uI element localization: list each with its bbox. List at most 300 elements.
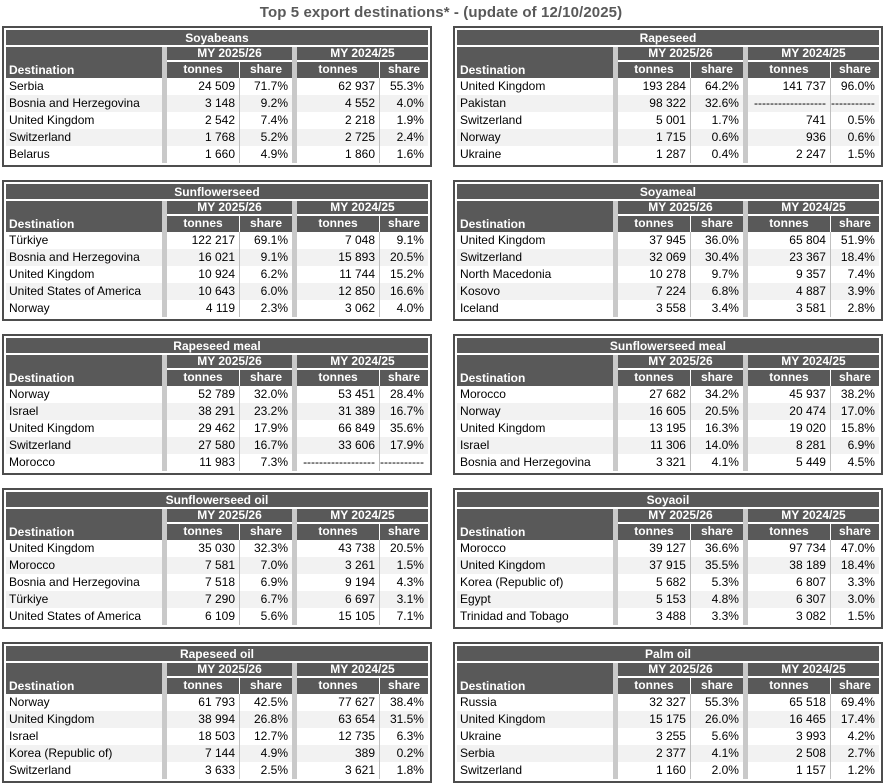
tonnes-2025-26-cell: 38 994 (198, 712, 235, 726)
destination-cell: Iceland (459, 301, 499, 315)
share-2024-25-cell: 3.0% (830, 591, 879, 608)
tonnes-2025-26-cell: 2 542 (204, 113, 235, 127)
tonnes-2024-25-cell: 11 744 (339, 267, 375, 281)
column-header-share: share (690, 524, 743, 540)
tonnes-2025-26-cell: 98 322 (649, 96, 686, 110)
destination-cell: United Kingdom (9, 712, 95, 726)
column-group-my-2024-25: MY 2024/25 (297, 663, 428, 678)
table-row (457, 608, 879, 625)
share-2024-25-cell: 18.4% (830, 557, 879, 574)
column-header-share: share (830, 216, 879, 232)
table-header (457, 47, 879, 78)
tonnes-2024-25-cell: 4 552 (344, 96, 375, 110)
tonnes-2025-26-cell: 7 144 (204, 746, 235, 760)
share-2024-25-cell: 4.0% (379, 95, 428, 112)
tonnes-2025-26-cell: 16 605 (649, 404, 686, 418)
tonnes-2024-25-cell: 23 367 (789, 250, 826, 264)
table-row (6, 95, 428, 112)
share-2025-26-cell: 7.3% (239, 454, 292, 471)
share-2024-25-cell: ----------- (830, 95, 879, 112)
tonnes-2024-25-cell: 15 105 (338, 609, 375, 623)
table-row (457, 694, 879, 711)
share-2025-26-cell: 6.0% (239, 283, 292, 300)
tonnes-2025-26-cell: 38 291 (198, 404, 235, 418)
tonnes-2025-26-cell: 6 109 (204, 609, 235, 623)
table-row (6, 232, 428, 249)
table-row (457, 129, 879, 146)
tonnes-2024-25-cell: 2 218 (344, 113, 375, 127)
share-2024-25-cell: 2.4% (379, 129, 428, 146)
share-2024-25-cell: 0.2% (379, 745, 428, 762)
tonnes-2024-25-cell: 45 937 (789, 387, 826, 401)
table-row (6, 711, 428, 728)
page-header (0, 0, 882, 24)
share-2024-25-cell: 1.5% (830, 146, 879, 163)
table-body (457, 694, 879, 779)
tonnes-2024-25-cell: 2 508 (795, 746, 826, 760)
destination-cell: United Kingdom (459, 712, 546, 726)
tonnes-2025-26-cell: 193 284 (642, 79, 686, 93)
share-2025-26-cell: 0.4% (690, 146, 743, 163)
share-2025-26-cell: 2.5% (239, 762, 292, 779)
column-header-destination: Destination (9, 63, 75, 77)
share-2024-25-cell: 15.2% (379, 266, 428, 283)
share-2024-25-cell: 17.9% (379, 437, 428, 454)
destination-cell: United Kingdom (9, 267, 95, 281)
table-header (6, 509, 428, 540)
destination-cell: Korea (Republic of) (459, 575, 564, 589)
share-2025-26-cell: 7.0% (239, 557, 292, 574)
column-group-my-2024-25: MY 2024/25 (297, 355, 428, 370)
destination-cell: Serbia (9, 79, 44, 93)
column-header-tonnes: tonnes (634, 216, 674, 230)
tonnes-2024-25-cell: 3 581 (795, 301, 826, 315)
tonnes-2024-25-cell: 65 804 (789, 233, 826, 247)
table-row (6, 762, 428, 779)
table-row (457, 283, 879, 300)
tonnes-2025-26-cell: 3 255 (655, 729, 686, 743)
destination-cell: Belarus (9, 147, 50, 161)
tonnes-2025-26-cell: 39 127 (649, 541, 686, 555)
tonnes-2025-26-cell: 11 306 (650, 438, 686, 452)
destination-cell: Norway (9, 695, 50, 709)
share-2024-25-cell: 47.0% (830, 540, 879, 557)
table-title: Rapeseed oil (6, 646, 428, 663)
share-2024-25-cell: 16.7% (379, 403, 428, 420)
table-header (457, 201, 879, 232)
tonnes-2024-25-cell: 19 020 (789, 421, 826, 435)
table-title: Rapeseed meal (6, 338, 428, 355)
column-group-my-2024-25: MY 2024/25 (748, 355, 879, 370)
column-header-tonnes: tonnes (183, 370, 223, 384)
share-2025-26-cell: 30.4% (690, 249, 743, 266)
table-row (6, 112, 428, 129)
share-2025-26-cell: 14.0% (690, 437, 743, 454)
table-body (457, 386, 879, 471)
share-2024-25-cell: 1.9% (379, 112, 428, 129)
share-2024-25-cell: 6.9% (830, 437, 879, 454)
share-2025-26-cell: 26.8% (239, 711, 292, 728)
tonnes-2025-26-cell: 10 643 (198, 284, 235, 298)
destination-cell: Morocco (459, 387, 506, 401)
table-header (6, 355, 428, 386)
table-header (457, 663, 879, 694)
tonnes-2024-25-cell: 16 465 (789, 712, 826, 726)
share-2024-25-cell: 17.0% (830, 403, 879, 420)
table-body (457, 540, 879, 625)
table-body (6, 694, 428, 779)
share-2024-25-cell: 51.9% (830, 232, 879, 249)
tonnes-2025-26-cell: 122 217 (191, 233, 235, 247)
tonnes-2024-25-cell: 1 860 (344, 147, 375, 161)
share-2024-25-cell: 9.1% (379, 232, 428, 249)
share-2025-26-cell: 23.2% (239, 403, 292, 420)
table-row (6, 591, 428, 608)
table-header (6, 201, 428, 232)
destination-cell: Bosnia and Herzegovina (9, 250, 140, 264)
column-header-share: share (690, 678, 743, 694)
column-group-my-2025-26: MY 2025/26 (167, 663, 292, 678)
share-2025-26-cell: 16.7% (239, 437, 292, 454)
column-header-share: share (239, 678, 292, 694)
destination-cell: Norway (9, 301, 50, 315)
tonnes-2025-26-cell: 1 660 (204, 147, 235, 161)
share-2024-25-cell: 1.6% (379, 146, 428, 163)
table-row (457, 249, 879, 266)
share-2024-25-cell: 31.5% (379, 711, 428, 728)
column-header-tonnes: tonnes (769, 216, 809, 230)
tonnes-2024-25-cell: ------------------ (303, 455, 375, 469)
table-row (457, 266, 879, 283)
share-2025-26-cell: 9.7% (690, 266, 743, 283)
destination-cell: Switzerland (459, 250, 522, 264)
share-2024-25-cell: 4.3% (379, 574, 428, 591)
table-header (457, 355, 879, 386)
destination-cell: Korea (Republic of) (9, 746, 113, 760)
share-2025-26-cell: 20.5% (690, 403, 743, 420)
column-group-my-2024-25: MY 2024/25 (748, 663, 879, 678)
destination-cell: United Kingdom (459, 421, 546, 435)
table-row (6, 146, 428, 163)
table-row (457, 146, 879, 163)
share-2024-25-cell: 38.2% (830, 386, 879, 403)
tonnes-2025-26-cell: 3 321 (655, 455, 686, 469)
destination-cell: Egypt (459, 592, 491, 606)
tonnes-2024-25-cell: 62 937 (338, 79, 375, 93)
share-2025-26-cell: 2.3% (239, 300, 292, 317)
share-2025-26-cell: 35.5% (690, 557, 743, 574)
destination-cell: United Kingdom (459, 558, 546, 572)
share-2024-25-cell: 20.5% (379, 249, 428, 266)
column-header-share: share (690, 216, 743, 232)
column-header-share: share (690, 62, 743, 78)
tonnes-2024-25-cell: 4 887 (795, 284, 826, 298)
column-header-tonnes: tonnes (183, 524, 223, 538)
column-header-destination: Destination (459, 217, 526, 231)
table-row (457, 745, 879, 762)
table-row (457, 540, 879, 557)
table-header (6, 47, 428, 78)
share-2024-25-cell: 18.4% (830, 249, 879, 266)
share-2025-26-cell: 6.2% (239, 266, 292, 283)
column-header-share: share (830, 62, 879, 78)
tonnes-2024-25-cell: 5 449 (795, 455, 826, 469)
column-header-tonnes: tonnes (183, 216, 223, 230)
column-group-my-2024-25: MY 2024/25 (297, 47, 428, 62)
commodity-table (2, 334, 432, 475)
share-2024-25-cell: 6.3% (379, 728, 428, 745)
tonnes-2025-26-cell: 24 509 (198, 79, 235, 93)
column-group-my-2025-26: MY 2025/26 (618, 509, 743, 524)
tonnes-2025-26-cell: 5 001 (655, 113, 686, 127)
tonnes-2025-26-cell: 7 290 (204, 592, 235, 606)
destination-cell: United Kingdom (9, 421, 95, 435)
share-2025-26-cell: 16.3% (690, 420, 743, 437)
share-2025-26-cell: 4.1% (690, 745, 743, 762)
table-body (6, 540, 428, 625)
commodity-table (2, 180, 432, 321)
destination-cell: Norway (459, 404, 501, 418)
tonnes-2025-26-cell: 27 682 (649, 387, 686, 401)
tonnes-2025-26-cell: 18 503 (198, 729, 235, 743)
table-row (457, 762, 879, 779)
share-2025-26-cell: 32.0% (239, 386, 292, 403)
tonnes-2025-26-cell: 29 462 (198, 421, 235, 435)
tonnes-2025-26-cell: 1 715 (655, 130, 686, 144)
share-2024-25-cell: 3.9% (830, 283, 879, 300)
tonnes-2025-26-cell: 37 945 (649, 233, 686, 247)
tonnes-2024-25-cell: 3 993 (795, 729, 826, 743)
column-header-tonnes: tonnes (183, 62, 223, 76)
share-2025-26-cell: 42.5% (239, 694, 292, 711)
share-2025-26-cell: 9.2% (239, 95, 292, 112)
table-row (457, 300, 879, 317)
column-group-my-2025-26: MY 2025/26 (618, 201, 743, 216)
destination-cell: Bosnia and Herzegovina (459, 455, 591, 469)
share-2024-25-cell: 0.6% (830, 129, 879, 146)
tonnes-2024-25-cell: 33 606 (338, 438, 375, 452)
tonnes-2024-25-cell: 43 738 (338, 541, 375, 555)
column-group-my-2024-25: MY 2024/25 (748, 47, 879, 62)
share-2025-26-cell: 6.9% (239, 574, 292, 591)
share-2024-25-cell: 3.1% (379, 591, 428, 608)
column-header-tonnes: tonnes (634, 62, 674, 76)
tonnes-2025-26-cell: 32 069 (649, 250, 686, 264)
column-group-my-2024-25: MY 2024/25 (748, 509, 879, 524)
commodity-table (2, 642, 432, 783)
share-2024-25-cell: 0.5% (830, 112, 879, 129)
column-header-share: share (379, 216, 428, 232)
destination-cell: Switzerland (9, 130, 72, 144)
column-header-tonnes: tonnes (769, 678, 809, 692)
tonnes-2025-26-cell: 2 377 (655, 746, 686, 760)
column-header-tonnes: tonnes (634, 370, 674, 384)
table-row (6, 300, 428, 317)
table-title: Rapeseed (457, 30, 879, 47)
table-title: Sunflowerseed (6, 184, 428, 201)
tonnes-2024-25-cell: 38 189 (789, 558, 826, 572)
destination-cell: Serbia (459, 746, 495, 760)
column-header-tonnes: tonnes (183, 678, 223, 692)
tonnes-2024-25-cell: 2 725 (344, 130, 375, 144)
column-header-share: share (379, 370, 428, 386)
tonnes-2024-25-cell: 20 474 (789, 404, 826, 418)
tonnes-2024-25-cell: 1 157 (795, 763, 826, 777)
column-group-my-2024-25: MY 2024/25 (748, 201, 879, 216)
tonnes-2024-25-cell: 9 194 (344, 575, 375, 589)
column-header-share: share (239, 370, 292, 386)
table-title: Soyabeans (6, 30, 428, 47)
share-2024-25-cell: 15.8% (830, 420, 879, 437)
destination-cell: United Kingdom (9, 113, 95, 127)
destination-cell: United States of America (9, 284, 142, 298)
column-header-share: share (690, 370, 743, 386)
destination-cell: United Kingdom (459, 79, 546, 93)
column-header-destination: Destination (459, 371, 526, 385)
tonnes-2025-26-cell: 5 153 (655, 592, 686, 606)
table-body (6, 78, 428, 163)
table-body (457, 232, 879, 317)
tonnes-2025-26-cell: 4 119 (205, 301, 235, 315)
destination-cell: Bosnia and Herzegovina (9, 575, 140, 589)
tonnes-2024-25-cell: 12 850 (338, 284, 375, 298)
tonnes-2025-26-cell: 7 224 (655, 284, 686, 298)
share-2025-26-cell: 26.0% (690, 711, 743, 728)
column-header-tonnes: tonnes (318, 678, 358, 692)
column-header-tonnes: tonnes (634, 678, 674, 692)
table-header (457, 509, 879, 540)
tonnes-2024-25-cell: 8 281 (795, 438, 826, 452)
tonnes-2025-26-cell: 5 682 (655, 575, 686, 589)
share-2024-25-cell: 4.5% (830, 454, 879, 471)
table-title: Soyaoil (457, 492, 879, 509)
tonnes-2025-26-cell: 27 580 (198, 438, 235, 452)
table-body (6, 232, 428, 317)
share-2025-26-cell: 5.3% (690, 574, 743, 591)
destination-cell: United States of America (9, 609, 142, 623)
table-body (457, 78, 879, 163)
table-title: Soyameal (457, 184, 879, 201)
tonnes-2024-25-cell: 66 849 (338, 421, 375, 435)
share-2024-25-cell: 2.7% (830, 745, 879, 762)
share-2025-26-cell: 7.4% (239, 112, 292, 129)
table-header (6, 663, 428, 694)
column-header-destination: Destination (9, 525, 75, 539)
share-2025-26-cell: 71.7% (239, 78, 292, 95)
share-2025-26-cell: 36.0% (690, 232, 743, 249)
tonnes-2025-26-cell: 3 488 (655, 609, 686, 623)
share-2024-25-cell: 4.0% (379, 300, 428, 317)
tonnes-2024-25-cell: 6 307 (795, 592, 826, 606)
tonnes-2025-26-cell: 13 195 (649, 421, 686, 435)
commodity-table (2, 26, 432, 167)
tonnes-2024-25-cell: 15 893 (338, 250, 375, 264)
column-header-share: share (239, 216, 292, 232)
tonnes-2025-26-cell: 16 021 (198, 250, 235, 264)
destination-cell: Switzerland (9, 438, 72, 452)
table-row (457, 232, 879, 249)
destination-cell: Türkiye (9, 233, 49, 247)
share-2024-25-cell: 55.3% (379, 78, 428, 95)
share-2024-25-cell: 1.5% (830, 608, 879, 625)
share-2024-25-cell: 7.1% (379, 608, 428, 625)
tonnes-2024-25-cell: 53 451 (338, 387, 375, 401)
destination-cell: Israel (9, 729, 39, 743)
tonnes-2024-25-cell: 3 621 (344, 763, 375, 777)
share-2025-26-cell: 55.3% (690, 694, 743, 711)
share-2024-25-cell: 17.4% (830, 711, 879, 728)
tonnes-2024-25-cell: 77 627 (338, 695, 375, 709)
tonnes-2025-26-cell: 1 287 (655, 147, 686, 161)
share-2025-26-cell: 6.8% (690, 283, 743, 300)
tonnes-2025-26-cell: 1 160 (655, 763, 686, 777)
table-title: Sunflowerseed meal (457, 338, 879, 355)
destination-cell: Morocco (9, 455, 56, 469)
column-header-tonnes: tonnes (318, 370, 358, 384)
table-row (457, 112, 879, 129)
share-2025-26-cell: 5.2% (239, 129, 292, 146)
table-row (457, 403, 879, 420)
share-2024-25-cell: 7.4% (830, 266, 879, 283)
tonnes-2025-26-cell: 7 518 (204, 575, 235, 589)
tonnes-2025-26-cell: 35 030 (198, 541, 235, 555)
tonnes-2024-25-cell: 65 518 (789, 695, 826, 709)
column-header-tonnes: tonnes (634, 524, 674, 538)
share-2024-25-cell: 35.6% (379, 420, 428, 437)
tonnes-2025-26-cell: 10 278 (649, 267, 686, 281)
table-row (6, 454, 428, 471)
share-2025-26-cell: 4.8% (690, 591, 743, 608)
share-2024-25-cell: 38.4% (379, 694, 428, 711)
tonnes-2024-25-cell: 12 735 (338, 729, 375, 743)
column-header-destination: Destination (9, 217, 75, 231)
commodity-table (453, 488, 883, 629)
share-2025-26-cell: 69.1% (239, 232, 292, 249)
table-row (6, 420, 428, 437)
table-row (6, 608, 428, 625)
column-group-my-2025-26: MY 2025/26 (167, 201, 292, 216)
destination-cell: Pakistan (459, 96, 506, 110)
commodity-table (453, 334, 883, 475)
destination-cell: Israel (459, 438, 490, 452)
tonnes-2024-25-cell: 741 (805, 113, 826, 127)
share-2025-26-cell: 4.9% (239, 146, 292, 163)
share-2025-26-cell: 3.3% (690, 608, 743, 625)
table-row (457, 728, 879, 745)
tonnes-2024-25-cell: 97 734 (789, 541, 826, 555)
table-row (6, 403, 428, 420)
table-row (457, 78, 879, 95)
share-2024-25-cell: 28.4% (379, 386, 428, 403)
column-group-my-2024-25: MY 2024/25 (297, 201, 428, 216)
share-2025-26-cell: 64.2% (690, 78, 743, 95)
share-2024-25-cell: 20.5% (379, 540, 428, 557)
table-row (6, 386, 428, 403)
destination-cell: Norway (9, 387, 50, 401)
share-2025-26-cell: 6.7% (239, 591, 292, 608)
share-2025-26-cell: 3.4% (690, 300, 743, 317)
share-2025-26-cell: 4.1% (690, 454, 743, 471)
share-2024-25-cell: ----------- (379, 454, 428, 471)
table-row (6, 557, 428, 574)
column-header-share: share (830, 524, 879, 540)
tonnes-2025-26-cell: 52 789 (198, 387, 235, 401)
tonnes-2024-25-cell: 141 737 (782, 79, 826, 93)
tonnes-2024-25-cell: 6 697 (344, 592, 375, 606)
table-row (6, 283, 428, 300)
tonnes-2025-26-cell: 10 924 (198, 267, 235, 281)
column-header-share: share (239, 524, 292, 540)
